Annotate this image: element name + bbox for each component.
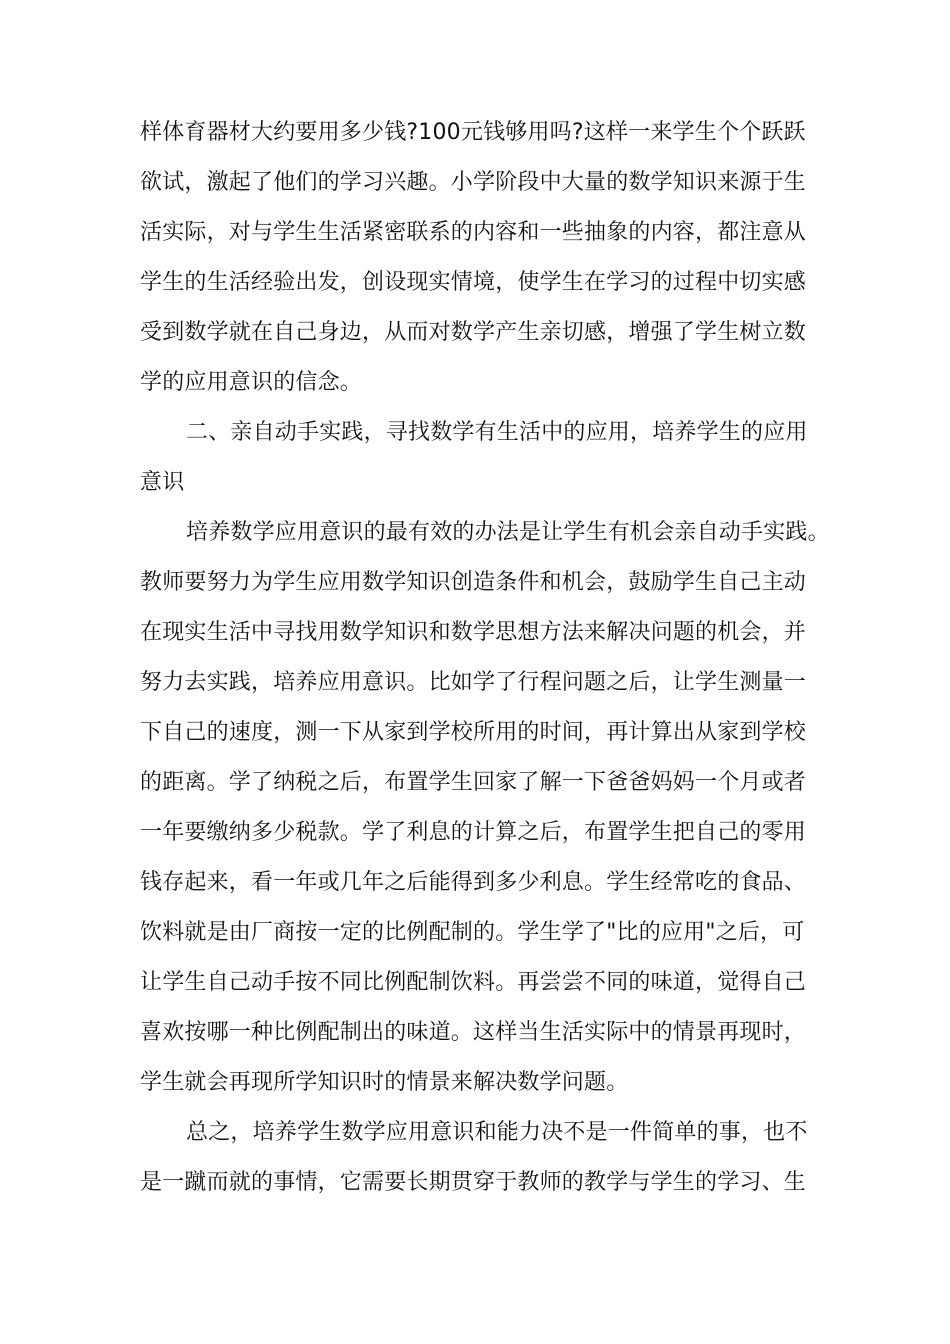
text-line: 学的应用意识的信念。 — [140, 370, 363, 395]
text-line: 让学生自己动手按不同比例配制饮料。再尝尝不同的味道，觉得自己 — [140, 970, 807, 995]
text-line: 总之，培养学生数学应用意识和能力决不是一件简单的事，也不 — [186, 1120, 808, 1145]
text-line: 一年要缴纳多少税款。学了利息的计算之后，布置学生把自己的零用 — [140, 820, 807, 845]
section-heading-line: 二、亲自动手实践，寻找数学有生活中的应用，培养学生的应用 — [186, 420, 808, 445]
text-line: 学生就会再现所学知识时的情景来解决数学问题。 — [140, 1070, 629, 1095]
text-line: 下自己的速度，测一下从家到学校所用的时间，再计算出从家到学校 — [140, 720, 807, 745]
text-line: 钱存起来，看一年或几年之后能得到多少利息。学生经常吃的食品、 — [140, 870, 807, 895]
text-line: 喜欢按哪一种比例配制出的味道。这样当生活实际中的情景再现时， — [140, 1020, 807, 1045]
text-line: 样体育器材大约要用多少钱?100元钱够用吗?这样一来学生个个跃跃 — [140, 120, 806, 145]
text-line: 饮料就是由厂商按一定的比例配制的。学生学了"比的应用"之后，可 — [140, 920, 805, 945]
text-line: 活实际，对与学生生活紧密联系的内容和一些抽象的内容，都注意从 — [140, 220, 807, 245]
text-line: 在现实生活中寻找用数学知识和数学思想方法来解决问题的机会，并 — [140, 620, 807, 645]
text-line: 培养数学应用意识的最有效的办法是让学生有机会亲自动手实践。 — [186, 520, 830, 545]
text-line: 是一蹴而就的事情，它需要长期贯穿于教师的教学与学生的学习、生 — [140, 1170, 807, 1195]
text-line: 学生的生活经验出发，创设现实情境，使学生在学习的过程中切实感 — [140, 270, 807, 295]
text-line: 受到数学就在自己身边，从而对数学产生亲切感，增强了学生树立数 — [140, 320, 807, 345]
text-line: 欲试，激起了他们的学习兴趣。小学阶段中大量的数学知识来源于生 — [140, 170, 807, 195]
text-line: 努力去实践，培养应用意识。比如学了行程问题之后，让学生测量一 — [140, 670, 807, 695]
section-heading-line: 意识 — [140, 470, 185, 495]
text-line: 的距离。学了纳税之后，布置学生回家了解一下爸爸妈妈一个月或者 — [140, 770, 807, 795]
text-line: 教师要努力为学生应用数学知识创造条件和机会，鼓励学生自己主动 — [140, 570, 807, 595]
